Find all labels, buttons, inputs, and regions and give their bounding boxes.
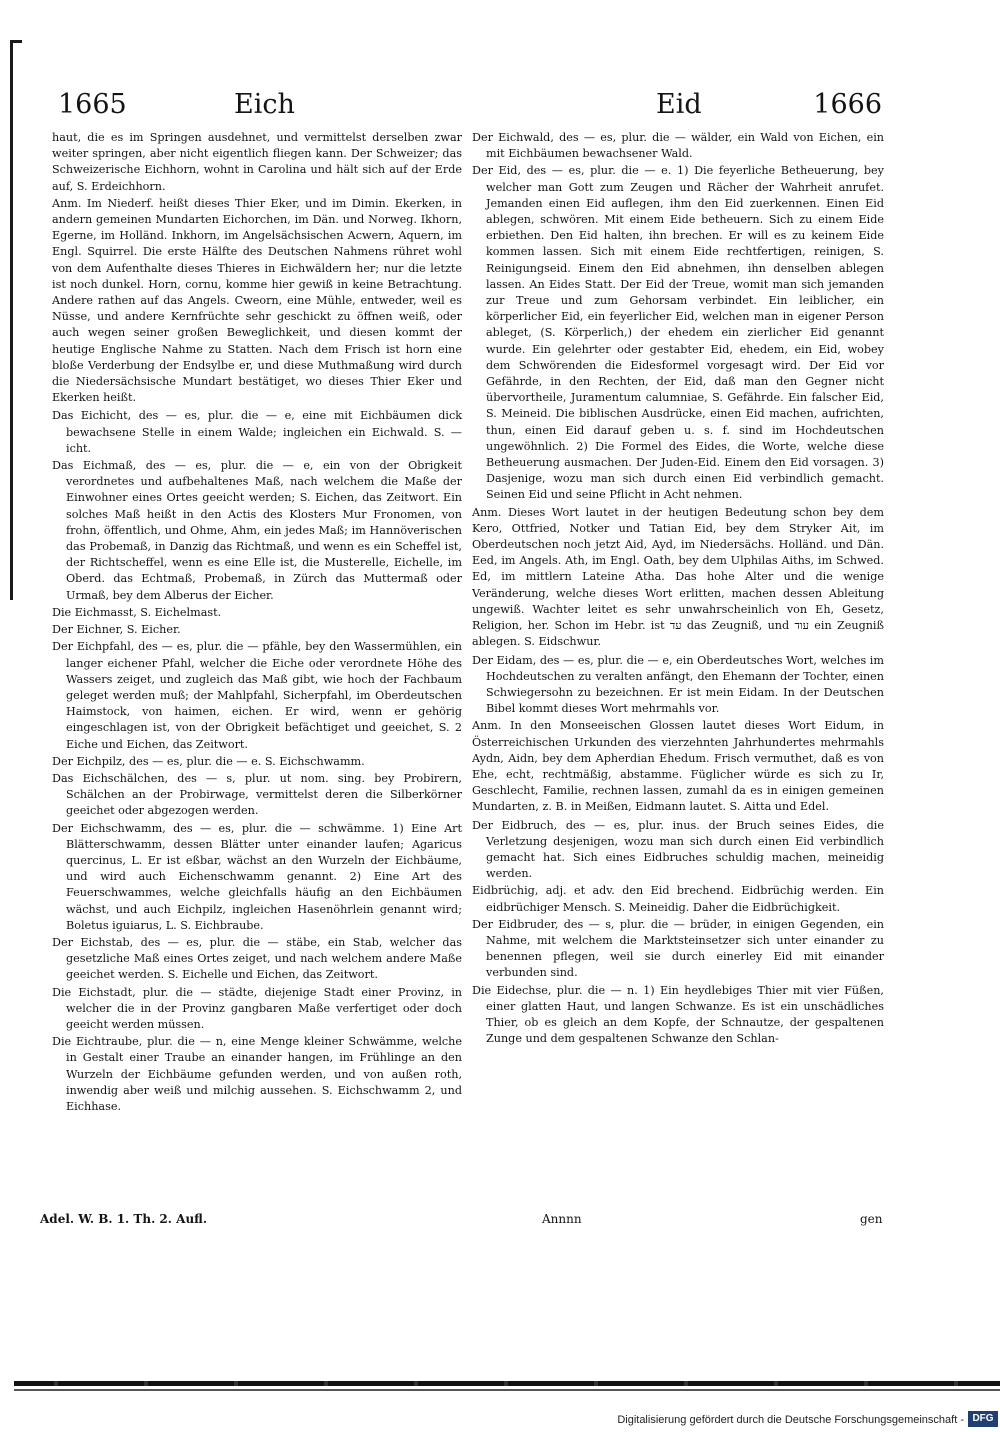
catchword: gen	[860, 1212, 883, 1226]
entry-eichstab: Der Eichstab, des — es, plur. die — stäbe, ein Stab, welcher das gesetzliche Maß eines Ortes zeiget, und nach welchem andere Maße geeichet werden. S. Eichelle und Eichen, das Zeitwort.	[52, 935, 462, 982]
digitization-credit: Digitalisierung gefördert durch die Deutsche Forschungsgemeinschaft -	[617, 1414, 964, 1426]
note-eidam: Anm. In den Monseeischen Glossen lautet dieses Wort Eidum, in Österreichischen Urkunden des vierzehnten Jahrhundertes mehrmahls Aydn, Aidn, bey dem Apherdian Ehedum. Frisch vermuthet, daß es von Ehe, echt, rechtmäßig, abstamme. Füglicher würde es sich zu Ir, Geschlecht, Familie, rechnen lassen, zumahl da es in einigen gemeinen Mundarten, z. B. in Meißen, Eidmann lautet. S. Aitta und Edel.	[472, 719, 884, 814]
dfg-logo: DFG	[968, 1411, 998, 1427]
right-column	[472, 130, 884, 1048]
left-column	[52, 130, 462, 1116]
entry-eidbruch: Der Eidbruch, des — es, plur. inus. der Bruch seines Eides, die Verletzung desjenigen, wozu man sich durch einen Eid verbindlich gemacht hat. Sich eines Eidbruches schuldig machen, meineidig werden.	[472, 818, 884, 881]
scan-bottom-rule-thin	[14, 1389, 1000, 1391]
sheet-mark: Annnn	[542, 1212, 582, 1226]
entry-eichpfahl: Der Eichpfahl, des — es, plur. die — pfähle, bey den Wassermühlen, ein langer eichener Pfahl, welcher die Eiche oder verordnete Höhe des Wassers zeiget, und zugleich das Maß gibt, wie hoch der Fachbaum geleget werden muß; der Mahlpfahl, Sicherpfahl, im Oberdeutschen Haimstock, von haimen, eichen. Er wird, wenn er gehörig eingeschlagen ist, von der Obrigkeit befächtiget und geeichet, S. 2 Eiche und Eichen, das Zeitwort.	[52, 640, 462, 751]
entry-eichmast: Die Eichmasst, S. Eichelmast.	[52, 605, 222, 619]
entry-eichmass: Das Eichmaß, des — es, plur. die — e, ein von der Obrigkeit verordnetes und aufbehaltenes Maß, nach welchem die Maße der Einwohner eines Ortes geeicht werden; S. Eichen, das Zeitwort. Ein solches Maß heißt in den Actis des Klosters Mur Fronomen, von frohn, öffentlich, und Ohme, Ahm, ein jedes Maß; im Hannöverischen das Probemaß, in Danzig das Richtmaß, und wenn es ein Scheffel ist, der Richtscheffel, wenn es eine Elle ist, die Musterelle, Eichelle, im Oberd. das Echtmaß, Probemaß, in Zürch das Muttermaß oder Urmaß, bey dem Alberus der Eicher.	[52, 459, 462, 602]
note-eid: Anm. Dieses Wort lautet in der heutigen Bedeutung schon bey dem Kero, Ottfried, Notker und Tatian Eid, bey dem Stryker Ait, im Oberdeutschen noch jetzt Aid, Ayd, im Niedersächs. Holländ. und Dän. Eed, im Angels. Ath, im Engl. Oath, bey dem Ulphilas Aiths, im Schwed. Ed, im mittlern Lateine Atha. Das hohe Alter und die wenige Veränderung, welche dieses Wort erlitten, machen dessen Ableitung ungewiß. Wachter leitet es sehr unwahrscheinlich von Eh, Gesetz, Religion, her. Schon im Hebr. ist עד das Zeugniß, und עוד ein Zeugniß ablegen. S. Eidschwur.	[472, 505, 884, 649]
page-number-right: 1666	[813, 89, 882, 120]
entry-eichwald: Der Eichwald, des — es, plur. die — wälder, ein Wald von Eichen, ein mit Eichbäumen bewachsener Wald.	[472, 131, 884, 161]
scan-edge-mark	[10, 40, 13, 600]
entry-eidbruder: Der Eidbruder, des — s, plur. die — brüder, in einigen Gegenden, ein Nahme, mit welchem die Marktsteinsetzer sich unter einander zu benennen pflegen, weil sie durch einerley Eid mit einander verbunden sind.	[472, 917, 884, 980]
entry-eichstadt: Die Eichstadt, plur. die — städte, diejenige Stadt einer Provinz, in welcher die in der Provinz gangbaren Maße verfertiget oder doch geeicht werden müssen.	[52, 985, 462, 1031]
entry-eichicht: Das Eichicht, des — es, plur. die — e, eine mit Eichbäumen dick bewachsene Stelle in einem Walde; ingleichen ein Eichwald. S. — icht.	[52, 409, 462, 455]
entry-eichschaelchen: Das Eichschälchen, des — s, plur. ut nom. sing. bey Probirern, Schälchen an der Probirwage, vermittelst deren die Silberkörner geeichet oder abgezogen werden.	[52, 771, 462, 818]
entry-eidechse: Die Eidechse, plur. die — n. 1) Ein heydlebiges Thier mit vier Füßen, einer glatten Haut, und langen Schwanze. Es ist ein unschädliches Thier, ob es gleich an dem Kopfe, der Schnautze, der gespaltenen Zunge und dem gespaltenen Schwanze den Schlan-	[472, 983, 884, 1046]
entry-eichschwamm: Der Eichschwamm, des — es, plur. die — schwämme. 1) Eine Art Blätterschwamm, dessen Blätter unter einander laufen; Agaricus quercinus, L. Er ist eßbar, wächst an den Wurzeln der Eichbäume, und wird auch Eichenschwamm genannt. 2) Eine Art des Feuerschwammes, welche gleichfalls häufig an den Eichbäumen wächst, und auch Eichpilz, ingleichen Hasenöhrlein genannt wird; Boletus iguiarus, L. S. Eichbraube.	[52, 821, 462, 932]
running-head-right: Eid	[656, 89, 702, 120]
entry-eichner: Der Eichner, S. Eicher.	[52, 623, 181, 637]
entry-eichpilz: Der Eichpilz, des — es, plur. die — e. S. Eichschwamm.	[52, 754, 365, 768]
page-number-left: 1665	[58, 89, 127, 120]
signature-line: Adel. W. B. 1. Th. 2. Aufl.	[40, 1212, 208, 1226]
scan-edge-mark-top	[10, 40, 22, 43]
page-header	[58, 88, 882, 128]
entry-eid: Der Eid, des — es, plur. die — e. 1) Die feyerliche Betheuerung, bey welcher man Gott zum Zeugen und Rächer der Wahrheit anrufet. Jemanden einen Eid auflegen, ihm den Eid zuerkennen. Einen Eid ablegen, schwören. Mit einem Eide betheuern. Sich zu einem Eide erbiethen. Den Eid halten, ihn brechen. Er will es zu keinem Eide kommen lassen. Sich mit einem Eide rechtfertigen, reinigen, S. Reinigungseid. Einem den Eid abnehmen, ihn denselben ablegen lassen. An Eides Statt. Der Eid der Treue, womit man sich jemanden zur Treue und zum Gehorsam verbindet. Ein leiblicher, ein körperlicher Eid, ein feyerlicher Eid, welchen man in eigener Person ableget, (S. Körperlich,) der ehedem ein zierlicher Eid genannt wurde. Ein gelehrter oder gestabter Eid, ehedem, ein Eid, wobey dem Schwörenden die Eidesformel vorgesagt wird. Der Eid vor Gefährde, in den Rechten, der Eid, daß man den Gegner nicht übervortheile, Juramentum calumniae, S. Gefährde. Ein falscher Eid, S. Meineid. Die biblischen Ausdrücke, einen Eid machen, aufrichten, thun, einen Eid darauf geben u. s. f. sind im Hochdeutschen ungewöhnlich. 2) Die Formel des Eides, die Worte, welche diese Betheuerung ausmachen. Der Juden-Eid. Einem den Eid vorsagen. 3) Dasjenige, wozu man sich durch einen Eid verbindlich gemacht. Seinen Eid und seine Pflicht in Acht nehmen.	[472, 164, 884, 502]
entry-eichtraube: Die Eichtraube, plur. die — n, eine Menge kleiner Schwämme, welche in Gestalt einer Traube an einander hangen, im Frühlinge an den Wurzeln der Eichbäume gefunden werden, und von außen roth, inwendig aber weiß und milchig aussehen. S. Eichschwamm 2, und Eichhase.	[52, 1035, 462, 1113]
entry-eidbruechig: Eidbrüchig, adj. et adv. den Eid brechend. Eidbrüchig werden. Ein eidbrüchiger Mensch. S. Meineidig. Daher die Eidbrüchigkeit.	[472, 884, 884, 914]
entry-eichhorn-continued: haut, die es im Springen ausdehnet, und vermittelst derselben zwar weiter springen, aber nicht eigentlich fliegen kann. Der Schweizer; das Schweizerische Eichhorn, wohnt in Carolina und hält sich auf der Erde auf, S. Erdeichhorn.	[52, 131, 462, 193]
running-head-left: Eich	[234, 89, 295, 120]
note-eichhorn: Anm. Im Niederf. heißt dieses Thier Eker, und im Dimin. Ekerken, in andern gemeinen Mundarten Eichorchen, im Dän. und Norweg. Ikhorn, Egerne, im Holländ. Inkhorn, im Angelsächsischen Acwern, Aquern, im Engl. Squirrel. Die erste Hälfte des Deutschen Nahmens rühret wohl von dem Aufenthalte dieses Thieres in Eichwäldern her; nur die letzte ist noch dunkel. Horn, cornu, komme hier gewiß in keine Betrachtung. Andere rathen auf das Angels. Cweorn, eine Mühle, entweder, weil es Nüsse, und andere Kernfrüchte sehr geschickt zu öffnen weiß, oder auch wegen seiner großen Beweglichkeit, und diesen kommt der heutige Englische Nahme zu Statten. Nach dem Frisch ist horn eine bloße Verderbung der Endsylbe er, und diese Muthmaßung wird durch die Niedersächsische Mundart bestätiget, wo dieses Thier Eker und Ekerken heißt.	[52, 196, 462, 405]
entry-eidam: Der Eidam, des — es, plur. die — e, ein Oberdeutsches Wort, welches im Hochdeutschen zu veralten anfängt, den Ehemann der Tochter, einen Schwiegersohn zu bezeichnen. Er ist mein Eidam. In der Deutschen Bibel kommt dieses Wort mehrmahls vor.	[472, 653, 884, 716]
scan-bottom-rule	[14, 1381, 1000, 1386]
